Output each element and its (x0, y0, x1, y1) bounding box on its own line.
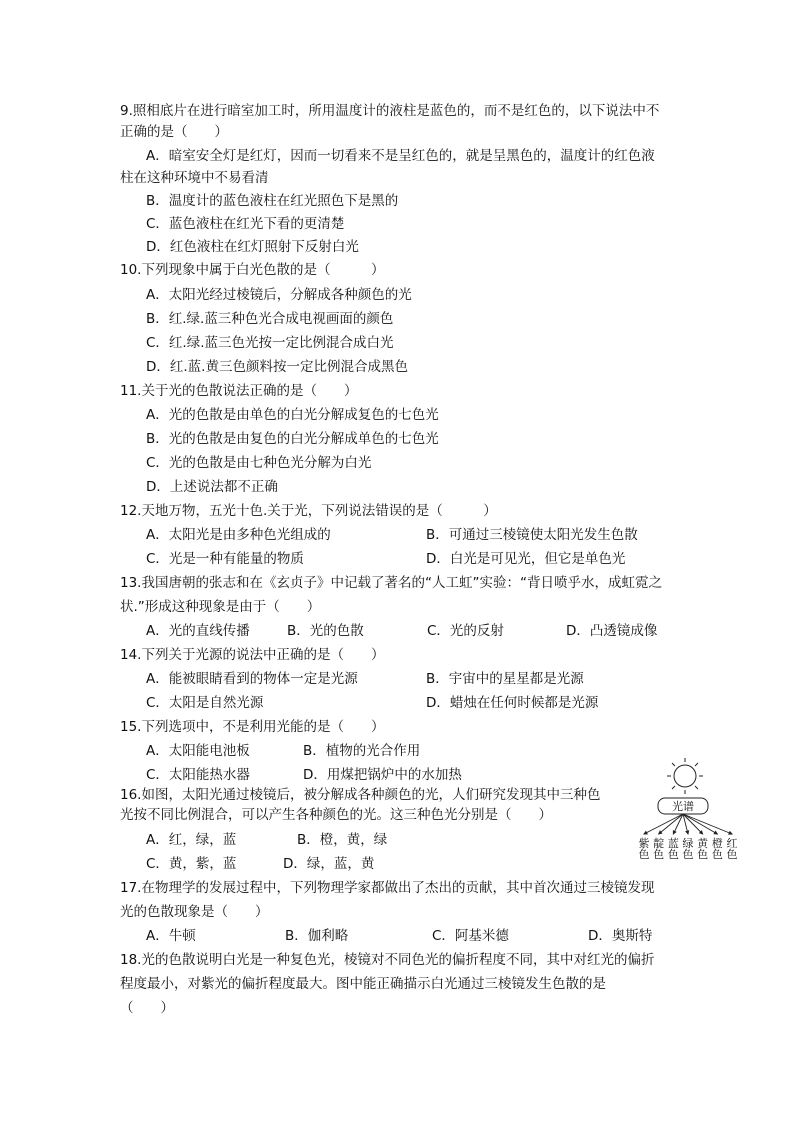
q18-stem-line3: （ ） (120, 1000, 174, 1016)
color-label-2: 蓝色 (667, 837, 679, 861)
q10-stem: 10.下列现象中属于白光色散的是（ ） (120, 262, 385, 278)
ray-0 (644, 814, 683, 834)
q16-option-c: C．黄，紫，蓝 (146, 856, 237, 872)
q13-stem-line1: 13.我国唐朝的张志和在《玄贞子》中记载了著名的“人工虹”实验：“背日喷乎水，成虹霓之 (120, 575, 662, 591)
q15-stem: 15.下列选项中，不是利用光能的是（ ） (120, 719, 385, 735)
ray-6 (683, 814, 732, 834)
q13-option-c: C．光的反射 (427, 623, 504, 639)
dispersion-rays (644, 814, 732, 834)
q14-option-a: A．能被眼睛看到的物体一定是光源 (146, 671, 358, 687)
q16-option-b: B．橙，黄，绿 (297, 832, 388, 848)
q9-option-c: C．蓝色液柱在红光下看的更清楚 (146, 216, 345, 232)
q12-option-c: C．光是一种有能量的物质 (146, 551, 304, 567)
q9-option-b: B．温度计的蓝色液柱在红光照色下是黑的 (146, 193, 399, 209)
q11-option-c: C．光的色散是由七种色光分解为白光 (146, 455, 372, 471)
color-label-6: 红色 (726, 837, 738, 861)
q18-stem-line1: 18.光的色散说明白光是一种复色光，棱镜对不同色光的偏折程度不同，其中对红光的偏折 (120, 952, 655, 968)
q16-stem-line2: 光按不同比例混合，可以产生各种颜色的光。这三种色光分别是（ ） (120, 807, 552, 823)
q10-option-d: D．红.蓝.黄三色颜料按一定比例混合成黑色 (146, 359, 408, 375)
q10-option-b: B．红.绿.蓝三种色光合成电视画面的颜色 (146, 311, 394, 327)
dispersion-figure (632, 756, 742, 866)
q15-option-b: B．植物的光合作用 (303, 743, 421, 759)
color-label-1: 靛色 (653, 837, 665, 861)
q17-option-c: C．阿基米德 (432, 928, 509, 944)
q14-option-d: D．蜡烛在任何时候都是光源 (426, 695, 599, 711)
q13-option-b: B．光的色散 (287, 623, 364, 639)
ray-1 (659, 814, 683, 834)
q11-option-a: A．光的色散是由单色的白光分解成复色的七色光 (146, 407, 439, 423)
ray-2 (673, 814, 683, 834)
q11-option-d: D．上述说法都不正确 (146, 479, 278, 495)
q17-option-b: B．伽利略 (285, 928, 349, 944)
q12-stem: 12.天地万物，五光十色.关于光，下列说法错误的是（ ） (120, 503, 497, 519)
q17-stem-line2: 光的色散现象是（ ） (120, 904, 269, 920)
color-label-5: 橙色 (711, 837, 723, 861)
q11-option-b: B．光的色散是由复色的白光分解成单色的七色光 (146, 431, 439, 447)
q14-option-c: C．太阳是自然光源 (146, 695, 264, 711)
q17-option-a: A．牛顿 (146, 928, 196, 944)
q17-option-d: D．奥斯特 (588, 928, 653, 944)
q17-stem-line1: 17.在物理学的发展过程中，下列物理学家都做出了杰出的贡献，其中首次通过三棱镜发现 (120, 880, 655, 896)
sun-icon (667, 758, 703, 794)
ray-arrowhead-6 (729, 832, 732, 835)
prism-label: 光谱 (672, 800, 694, 813)
q12-option-a: A．太阳光是由多种色光组成的 (146, 527, 331, 543)
ray-arrowhead-2 (673, 831, 676, 834)
q9-option-a-line1: A．暗室安全灯是红灯，因而一切看来不是呈红色的，就是呈黑色的，温度计的红色液 (146, 148, 655, 164)
ray-arrowhead-3 (686, 831, 689, 834)
color-label-4: 黄色 (697, 837, 709, 861)
q9-stem-line1: 9.照相底片在进行暗室加工时，所用温度计的液柱是蓝色的，而不是红色的，以下说法中不 (120, 103, 660, 119)
q15-option-c: C．太阳能热水器 (146, 767, 250, 783)
q9-option-d: D．红色液柱在红灯照射下反射白光 (146, 239, 359, 255)
q16-stem-line1: 16.如图，太阳光通过棱镜后，被分解成各种颜色的光，人们研究发现其中三种色 (120, 787, 601, 803)
color-label-0: 紫色 (638, 837, 650, 861)
q15-option-a: A．太阳能电池板 (146, 743, 250, 759)
color-labels (639, 836, 738, 861)
q9-stem-line2: 正确的是（ ） (120, 124, 228, 140)
ray-arrowhead-0 (644, 831, 647, 834)
q12-option-d: D．白光是可见光，但它是单色光 (426, 551, 626, 567)
q13-option-a: A．光的直线传播 (146, 623, 250, 639)
q13-stem-line2: 状.”形成这种现象是由于（ ） (120, 599, 321, 615)
q16-option-d: D．绿，蓝，黄 (283, 856, 375, 872)
q12-option-b: B．可通过三棱镜使太阳光发生色散 (426, 527, 638, 543)
q16-option-a: A．红，绿，蓝 (146, 832, 237, 848)
q13-option-d: D．凸透镜成像 (566, 623, 658, 639)
ray-arrowhead-5 (714, 831, 717, 834)
q15-option-d: D．用煤把锅炉中的水加热 (303, 767, 462, 783)
q10-option-a: A．太阳光经过棱镜后，分解成各种颜色的光 (146, 287, 412, 303)
dispersion-diagram (632, 756, 742, 866)
q14-stem: 14.下列关于光源的说法中正确的是（ ） (120, 647, 385, 663)
q18-stem-line2: 程度最小，对紫光的偏折程度最大。图中能正确描示白光通过三棱镜发生色散的是 (120, 976, 606, 992)
q10-option-c: C．红.绿.蓝三色光按一定比例混合成白光 (146, 335, 394, 351)
q14-option-b: B．宇宙中的星星都是光源 (426, 671, 584, 687)
q9-option-a-line2: 柱在这种环境中不易看清 (120, 170, 269, 186)
color-label-3: 绿色 (682, 837, 694, 861)
q11-stem: 11.关于光的色散说法正确的是（ ） (120, 383, 358, 399)
